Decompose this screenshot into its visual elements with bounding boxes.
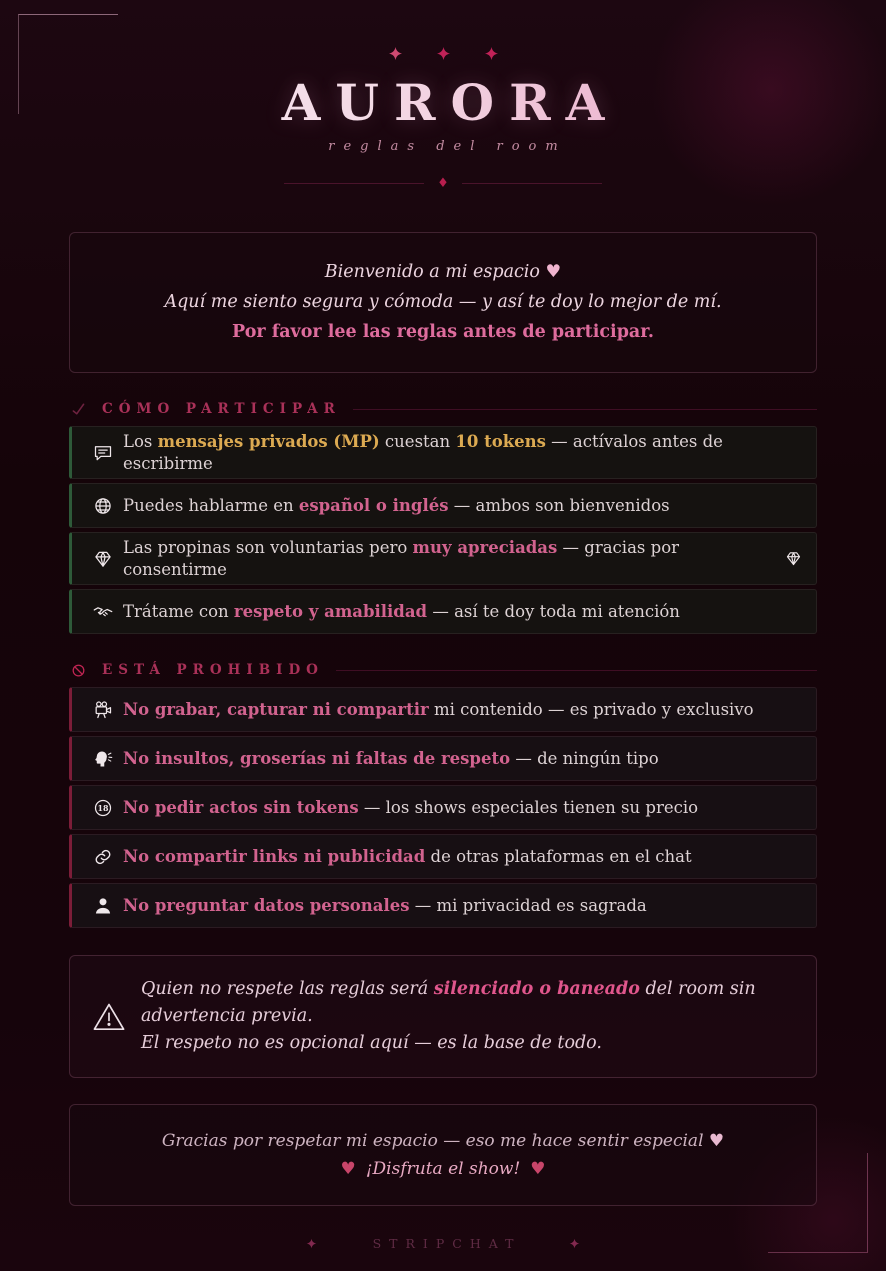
sparkle-icon xyxy=(436,46,451,61)
handshake-icon xyxy=(93,602,113,622)
section-header-prohibited xyxy=(69,662,817,678)
sparkle-icon xyxy=(388,46,403,61)
rule-row-respect xyxy=(69,589,817,634)
heart-icon: ♥ xyxy=(530,1159,546,1180)
warning-box xyxy=(69,955,817,1078)
divider-line xyxy=(284,183,424,184)
heart-icon: ♥ xyxy=(340,1159,356,1180)
svg-text:18: 18 xyxy=(97,803,109,813)
heart-icon: ♥ xyxy=(708,1131,725,1152)
rule-text: No preguntar datos personales — mi privacidad es sagrada xyxy=(123,895,647,915)
content-column xyxy=(69,0,817,1251)
rule-row-no-insults xyxy=(69,736,817,781)
page-subtitle: reglas del room xyxy=(328,139,567,154)
heart-icon: ♥ xyxy=(545,262,562,282)
sparkle-icon xyxy=(569,1238,580,1249)
video-camera-icon xyxy=(93,700,113,720)
rule-row-no-recording xyxy=(69,687,817,732)
section-title: CÓMO PARTICIPAR xyxy=(102,401,341,418)
rule-row-no-links xyxy=(69,834,817,879)
diamond-icon: ♦ xyxy=(437,176,449,191)
sparkle-icon xyxy=(306,1238,317,1249)
participate-rules-list xyxy=(69,426,817,634)
check-icon xyxy=(70,401,86,417)
speaking-head-icon xyxy=(93,749,113,769)
welcome-line-3: Por favor lee las reglas antes de participar. xyxy=(232,321,654,342)
rule-row-no-free-acts xyxy=(69,785,817,830)
age-18-icon xyxy=(93,798,113,818)
thanks-box xyxy=(69,1104,817,1206)
header-divider xyxy=(69,177,817,190)
rule-text: Puedes hablarme en español o inglés — ambos son bienvenidos xyxy=(123,495,670,515)
link-icon xyxy=(93,847,113,867)
rule-row-tips xyxy=(69,532,817,585)
rule-text: Las propinas son voluntarias pero muy apreciadas — gracias por consentirme xyxy=(123,538,680,579)
warning-triangle-icon xyxy=(92,1000,126,1034)
rule-text: Los mensajes privados (MP) cuestan 10 tokens — actívalos antes de escribirme xyxy=(123,432,723,473)
gem-icon xyxy=(93,549,113,569)
welcome-line-1: Bienvenido a mi espacio ♥ xyxy=(324,262,562,282)
thanks-line-2: ♥ ¡Disfruta el show! ♥ xyxy=(90,1155,796,1183)
footer xyxy=(69,1236,817,1251)
prohibited-rules-list xyxy=(69,687,817,928)
rule-text: Trátame con respeto y amabilidad — así te doy toda mi atención xyxy=(123,601,680,621)
speech-bubble-icon xyxy=(93,443,113,463)
platform-label: STRIPCHAT xyxy=(372,1236,522,1252)
section-header-participate xyxy=(69,401,817,417)
sparkle-icon xyxy=(484,46,499,61)
rule-text: No insultos, groserías ni faltas de respeto — de ningún tipo xyxy=(123,748,659,768)
welcome-line-2: Aquí me siento segura y cómoda — y así te doy lo mejor de mí. xyxy=(164,291,722,312)
rule-text: No compartir links ni publicidad de otras plataformas en el chat xyxy=(123,846,692,866)
page-title: AURORA xyxy=(69,73,817,132)
no-entry-icon xyxy=(71,663,86,678)
welcome-box xyxy=(69,232,817,373)
divider-line xyxy=(462,183,602,184)
rule-row-languages xyxy=(69,483,817,528)
section-rule-line xyxy=(353,409,817,410)
gem-icon xyxy=(785,550,802,567)
thanks-line-1: Gracias por respetar mi espacio — eso me hace sentir especial ♥ xyxy=(161,1131,725,1152)
warning-text: Quien no respete las reglas será silenciado o baneado del room sin advertencia previa. El respeto no es opcional aquí — es la base de todo. xyxy=(141,979,756,1054)
rule-row-no-personal-data xyxy=(69,883,817,928)
rule-row-private-messages xyxy=(69,426,817,479)
section-title: ESTÁ PROHIBIDO xyxy=(102,662,324,678)
section-rule-line xyxy=(336,670,817,671)
rule-text: No grabar, capturar ni compartir mi contenido — es privado y exclusivo xyxy=(123,699,754,719)
person-icon xyxy=(93,896,113,916)
globe-icon xyxy=(93,496,113,516)
rule-text: No pedir actos sin tokens — los shows especiales tienen su precio xyxy=(123,797,699,817)
header-sparkles xyxy=(69,46,817,61)
